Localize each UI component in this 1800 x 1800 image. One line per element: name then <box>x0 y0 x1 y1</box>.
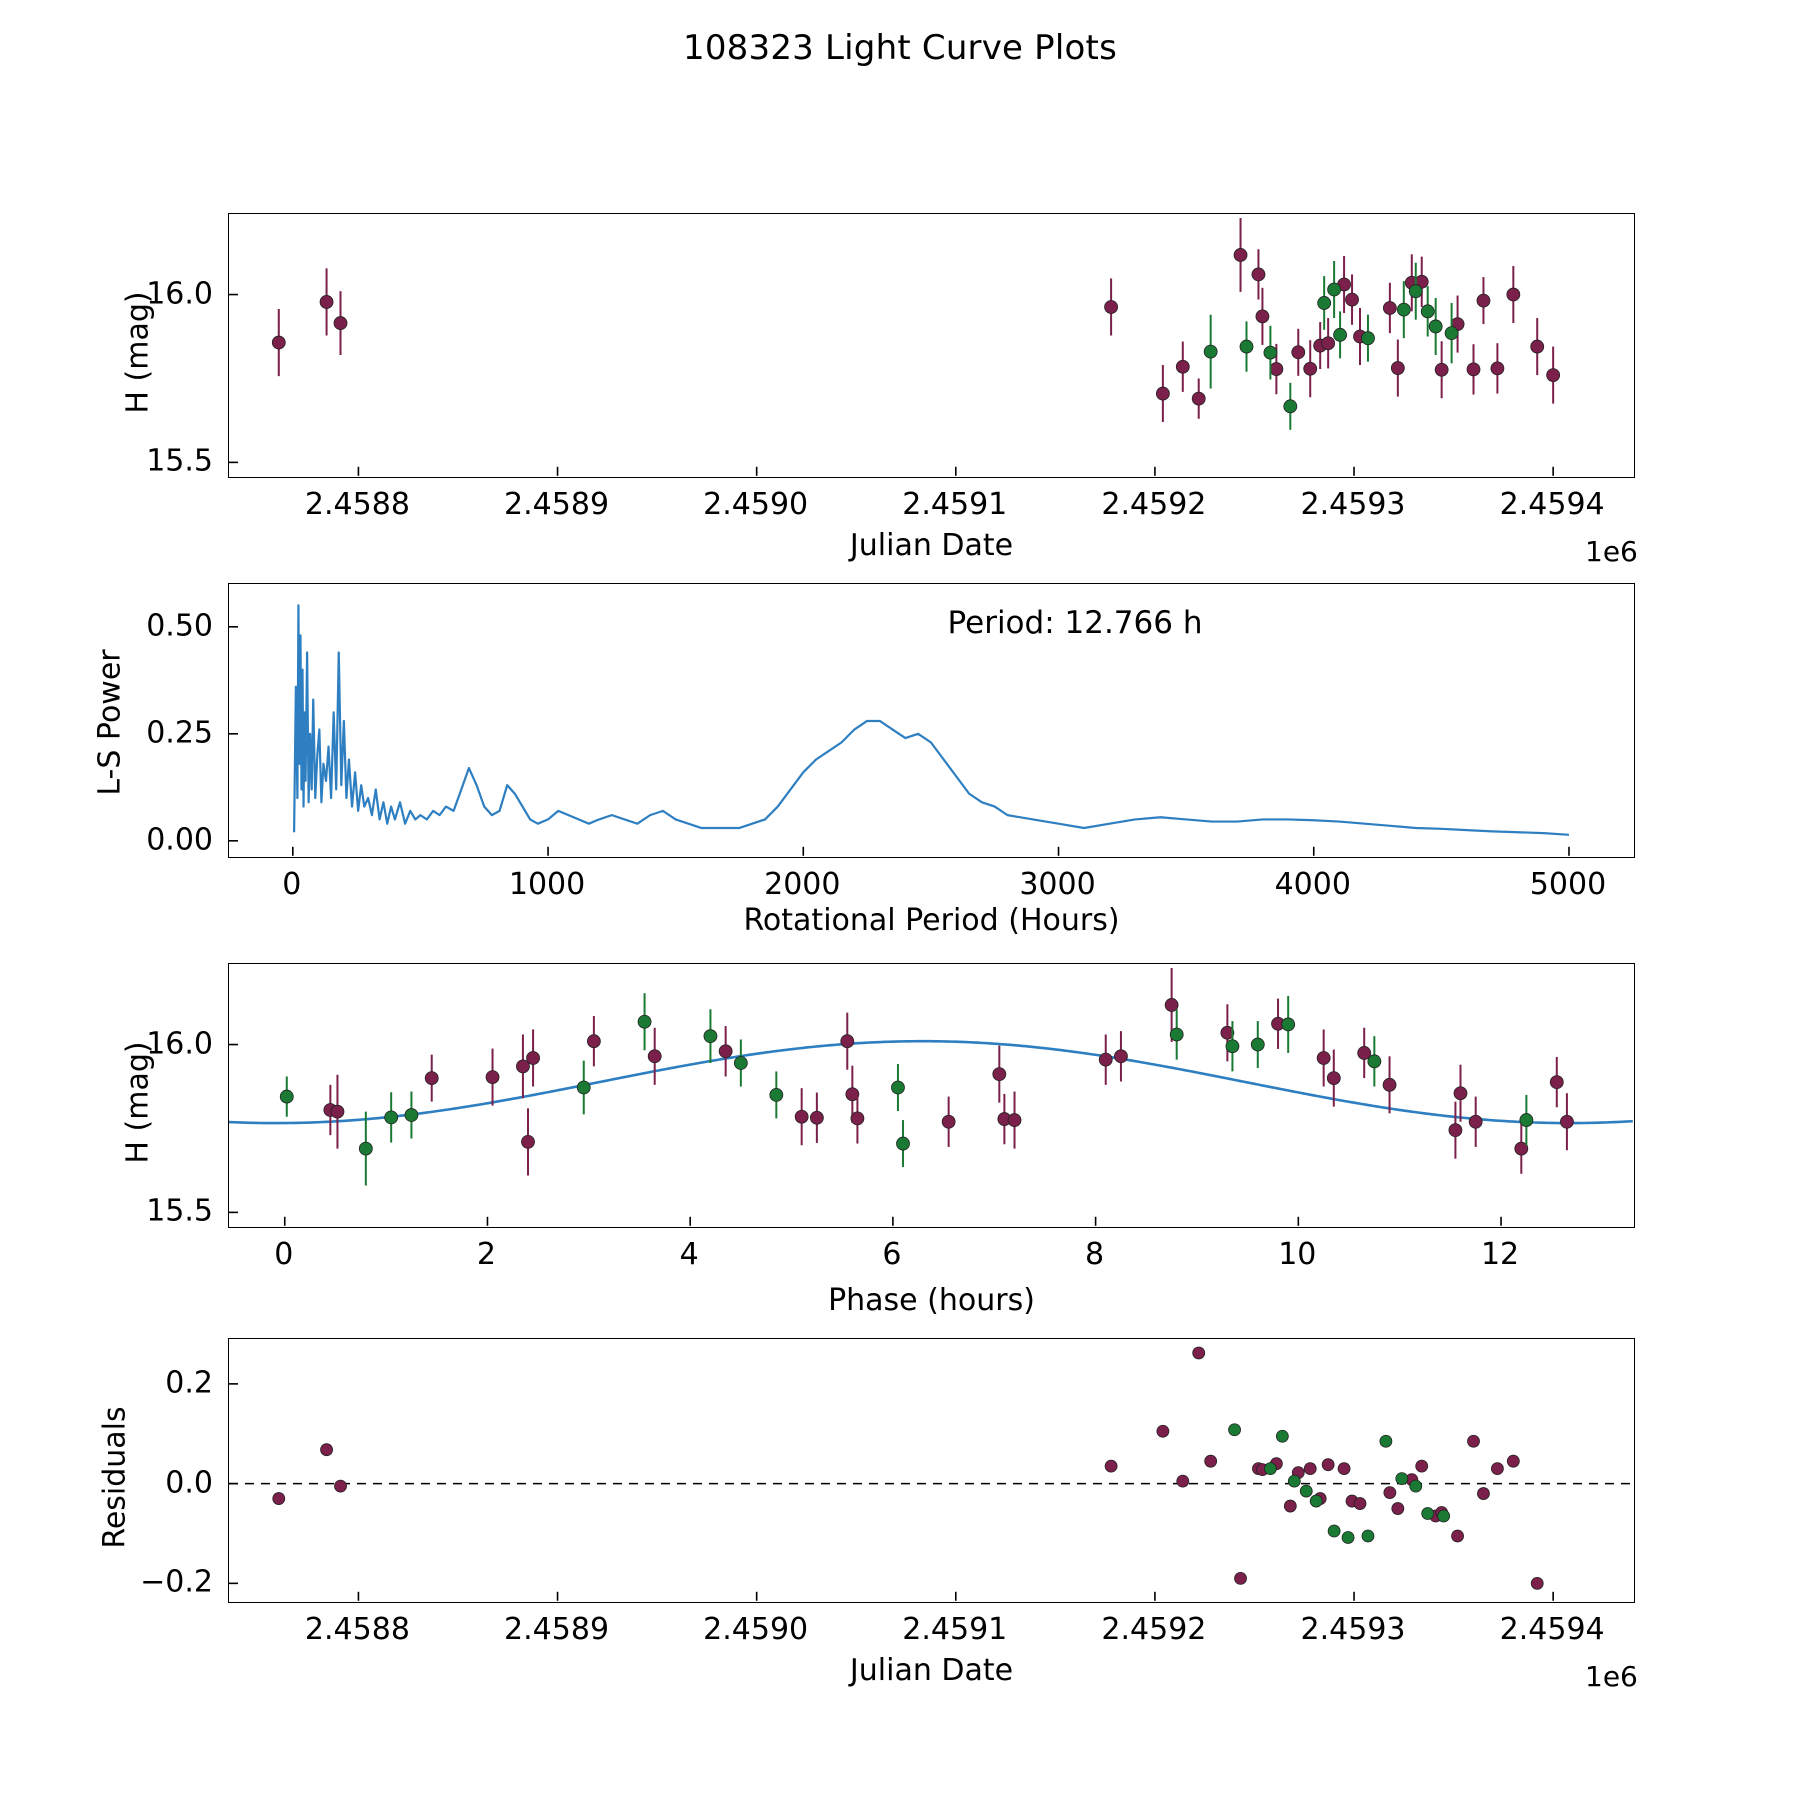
phase-folded-plot-area <box>229 964 1636 1229</box>
lightcurve-axes <box>228 213 1635 478</box>
periodogram-axes <box>228 583 1635 858</box>
lightcurve-xtick: 2.4592 <box>1101 486 1207 522</box>
phase-folded-ytick: 15.5 <box>146 1193 213 1229</box>
lightcurve-plot-area <box>229 214 1636 479</box>
residuals-ytick: 0.0 <box>165 1465 213 1501</box>
phase-folded-ylabel: H (mag) <box>120 1041 156 1164</box>
residuals-ytick: −0.2 <box>140 1564 213 1600</box>
lightcurve-xtick: 2.4590 <box>703 486 809 522</box>
periodogram-ytick: 0.50 <box>146 608 213 644</box>
lightcurve-xtick: 2.4593 <box>1300 486 1406 522</box>
lightcurve-xtick: 2.4591 <box>902 486 1008 522</box>
periodogram-ytick: 0.00 <box>146 822 213 858</box>
periodogram-xtick: 3000 <box>1019 866 1096 902</box>
periodogram-xtick: 1000 <box>508 866 586 902</box>
lightcurve-ylabel: H (mag) <box>120 291 156 414</box>
residuals-ylabel: Residuals <box>97 1406 133 1549</box>
periodogram-xtick: 2000 <box>764 866 841 902</box>
phase-folded-xlabel: Phase (hours) <box>828 1283 1035 1318</box>
periodogram-ylabel: L-S Power <box>92 649 128 796</box>
phase-folded-axes <box>228 963 1635 1228</box>
lightcurve-ytick: 16.0 <box>146 276 213 312</box>
periodogram-xtick: 4000 <box>1274 866 1351 902</box>
periodogram-ytick: 0.25 <box>146 715 213 751</box>
page-title: 108323 Light Curve Plots <box>683 28 1117 68</box>
residuals-plot-area <box>229 1339 1636 1604</box>
residuals-xlabel: Julian Date <box>849 1653 1014 1688</box>
residuals-xtick: 2.4589 <box>504 1611 610 1647</box>
phase-folded-xtick: 10 <box>1278 1236 1317 1272</box>
residuals-xtick: 2.4593 <box>1300 1611 1406 1647</box>
phase-folded-ytick: 16.0 <box>146 1026 213 1062</box>
phase-folded-xtick: 12 <box>1480 1236 1520 1272</box>
lightcurve-x-offset: 1e6 <box>1585 535 1638 568</box>
residuals-xtick: 2.4590 <box>703 1611 809 1647</box>
lightcurve-xtick: 2.4594 <box>1499 486 1605 522</box>
periodogram-xtick: 5000 <box>1529 866 1607 902</box>
residuals-x-offset: 1e6 <box>1585 1660 1638 1693</box>
residuals-xtick: 2.4591 <box>902 1611 1008 1647</box>
phase-folded-xtick: 8 <box>1085 1236 1105 1272</box>
residuals-xtick: 2.4588 <box>304 1611 410 1647</box>
periodogram-xlabel: Rotational Period (Hours) <box>743 903 1120 938</box>
residuals-ytick: 0.2 <box>165 1365 213 1401</box>
phase-folded-xtick: 6 <box>882 1236 902 1272</box>
periodogram-plot-area <box>229 584 1636 859</box>
residuals-xtick: 2.4592 <box>1101 1611 1207 1647</box>
phase-folded-xtick: 0 <box>274 1236 294 1272</box>
residuals-xtick: 2.4594 <box>1499 1611 1605 1647</box>
lightcurve-xlabel: Julian Date <box>849 528 1014 563</box>
lightcurve-ytick: 15.5 <box>146 443 213 479</box>
lightcurve-xtick: 2.4589 <box>504 486 610 522</box>
residuals-axes <box>228 1338 1635 1603</box>
periodogram-xtick: 0 <box>282 866 302 902</box>
period-annotation: Period: 12.766 h <box>947 605 1203 641</box>
phase-folded-xtick: 2 <box>476 1236 496 1272</box>
lightcurve-xtick: 2.4588 <box>304 486 410 522</box>
phase-folded-xtick: 4 <box>679 1236 699 1272</box>
